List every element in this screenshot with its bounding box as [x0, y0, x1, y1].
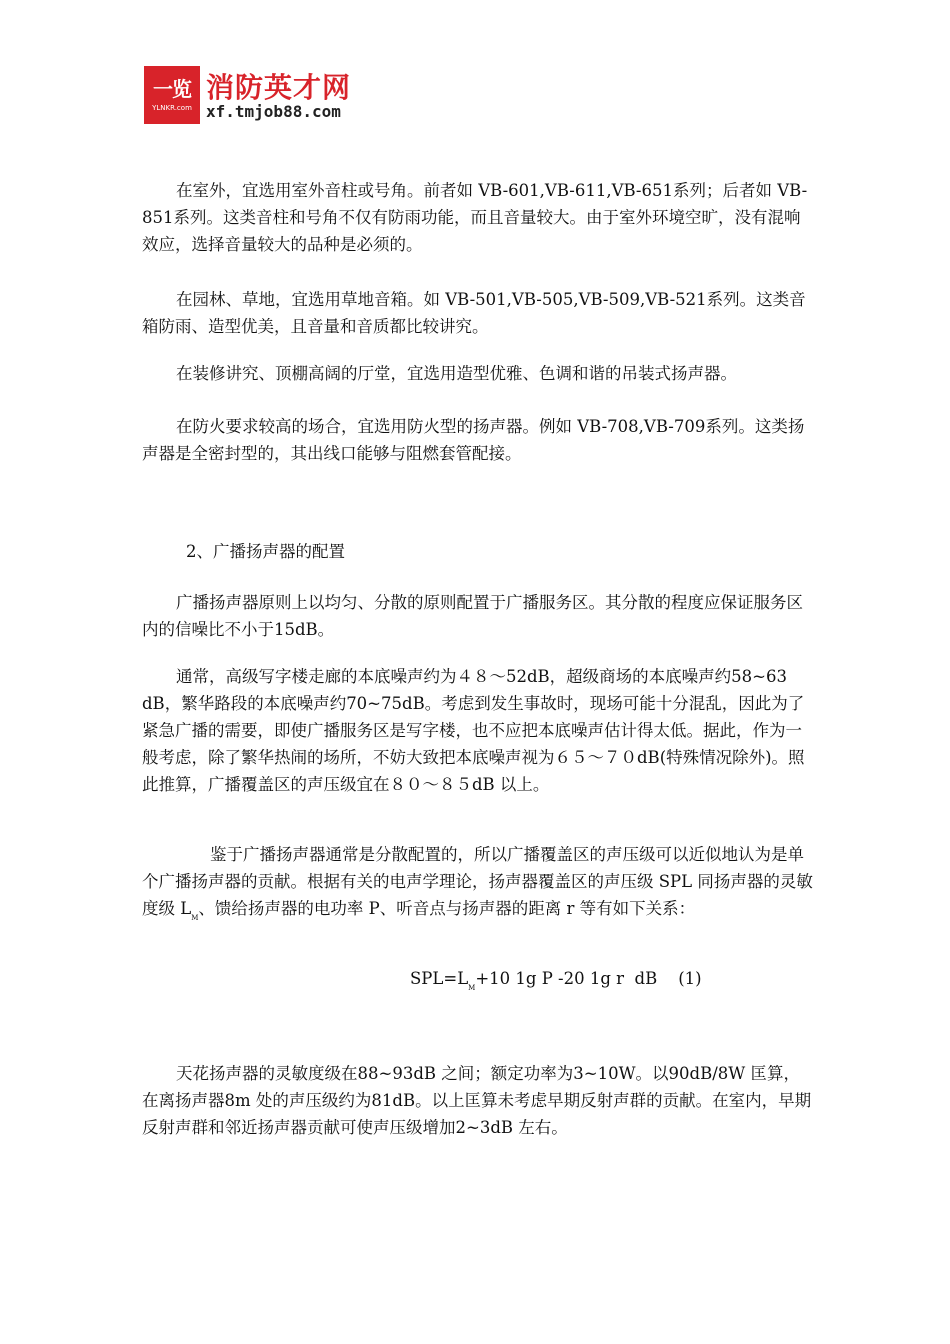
formula-left: SPL=L: [410, 969, 469, 988]
logo-badge-text: 一览: [153, 77, 191, 101]
paragraph-noise: 通常，高级写字楼走廊的本底噪声约为４８～52dB，超级商场的本底噪声约58~63 dB，繁华路段的本底噪声约70~75dB。考虑到发生事故时，现场可能十分混乱，因此为了紧急广播的需要，即使广播服务区是写字楼，也不应把本底噪声估计得太低。据此，作为一般考虑，除了繁华热闹的场所，不妨大致把本底噪声视为６５～７０dB(特殊情况除外)。照此推算，广播覆盖区的声压级宜在８０～８５dB 以上。: [142, 667, 805, 794]
paragraph-garden: 在园林、草地，宜选用草地音箱。如 VB-501,VB-505,VB-509,VB-521系列。这类音箱防雨、造型优美，且音量和音质都比较讲究。: [142, 290, 806, 336]
paragraph-spl-theory: [142, 841, 814, 932]
spl-theory-text-b: 、馈给扬声器的电功率 P、听音点与扬声器的距离 r 等有如下关系：: [198, 899, 696, 918]
logo-badge-domain: YLNKR.com: [152, 104, 192, 112]
spl-theory-subscript: M: [191, 914, 199, 922]
paragraph-ceiling-speaker: 天花扬声器的灵敏度级在88~93dB 之间；额定功率为3~10W。以90dB/8W 匡算，在离扬声器8m 处的声压级约为81dB。以上匡算未考虑早期反射声群的贡献。在室内，早期反射声群和邻近扬声器贡献可使声压级增加2~3dB 左右。: [142, 1064, 812, 1137]
formula-subscript: M: [468, 984, 476, 992]
paragraph-fireproof: 在防火要求较高的场合，宜选用防火型的扬声器。例如 VB-708,VB-709系列。这类扬声器是全密封型的，其出线口能够与阻燃套管配接。: [142, 417, 805, 463]
logo-site-url: xf.tmjob88.com: [206, 102, 341, 121]
formula-spl: [410, 965, 702, 1002]
paragraph-outdoor: 在室外，宜选用室外音柱或号角。前者如 VB-601,VB-611,VB-651系列；后者如 VB-851系列。这类音柱和号角不仅有防雨功能，而且音量较大。由于室外环境空旷，没有混响效应，选择音量较大的品种是必须的。: [142, 181, 808, 254]
formula-right: +10 1g P -20 1g r dB (1): [475, 969, 702, 988]
paragraph-hall: 在装修讲究、顶棚高阔的厅堂，宜选用造型优雅、色调和谐的吊装式扬声器。: [176, 364, 737, 383]
logo-site-name: 消防英才网: [206, 71, 352, 104]
site-logo[interactable]: [144, 66, 394, 124]
spl-theory-text-a: 鉴于广播扬声器通常是分散配置的，所以广播覆盖区的声压级可以近似地认为是单个广播扬声器的贡献。根据有关的电声学理论，扬声器覆盖区的声压级 SPL 同扬声器的灵敏度级 L: [142, 845, 813, 918]
paragraph-principle: 广播扬声器原则上以均匀、分散的原则配置于广播服务区。其分散的程度应保证服务区内的信噪比不小于15dB。: [142, 593, 803, 639]
logo-badge: [144, 66, 200, 124]
section-heading: 2、广播扬声器的配置: [186, 542, 345, 561]
